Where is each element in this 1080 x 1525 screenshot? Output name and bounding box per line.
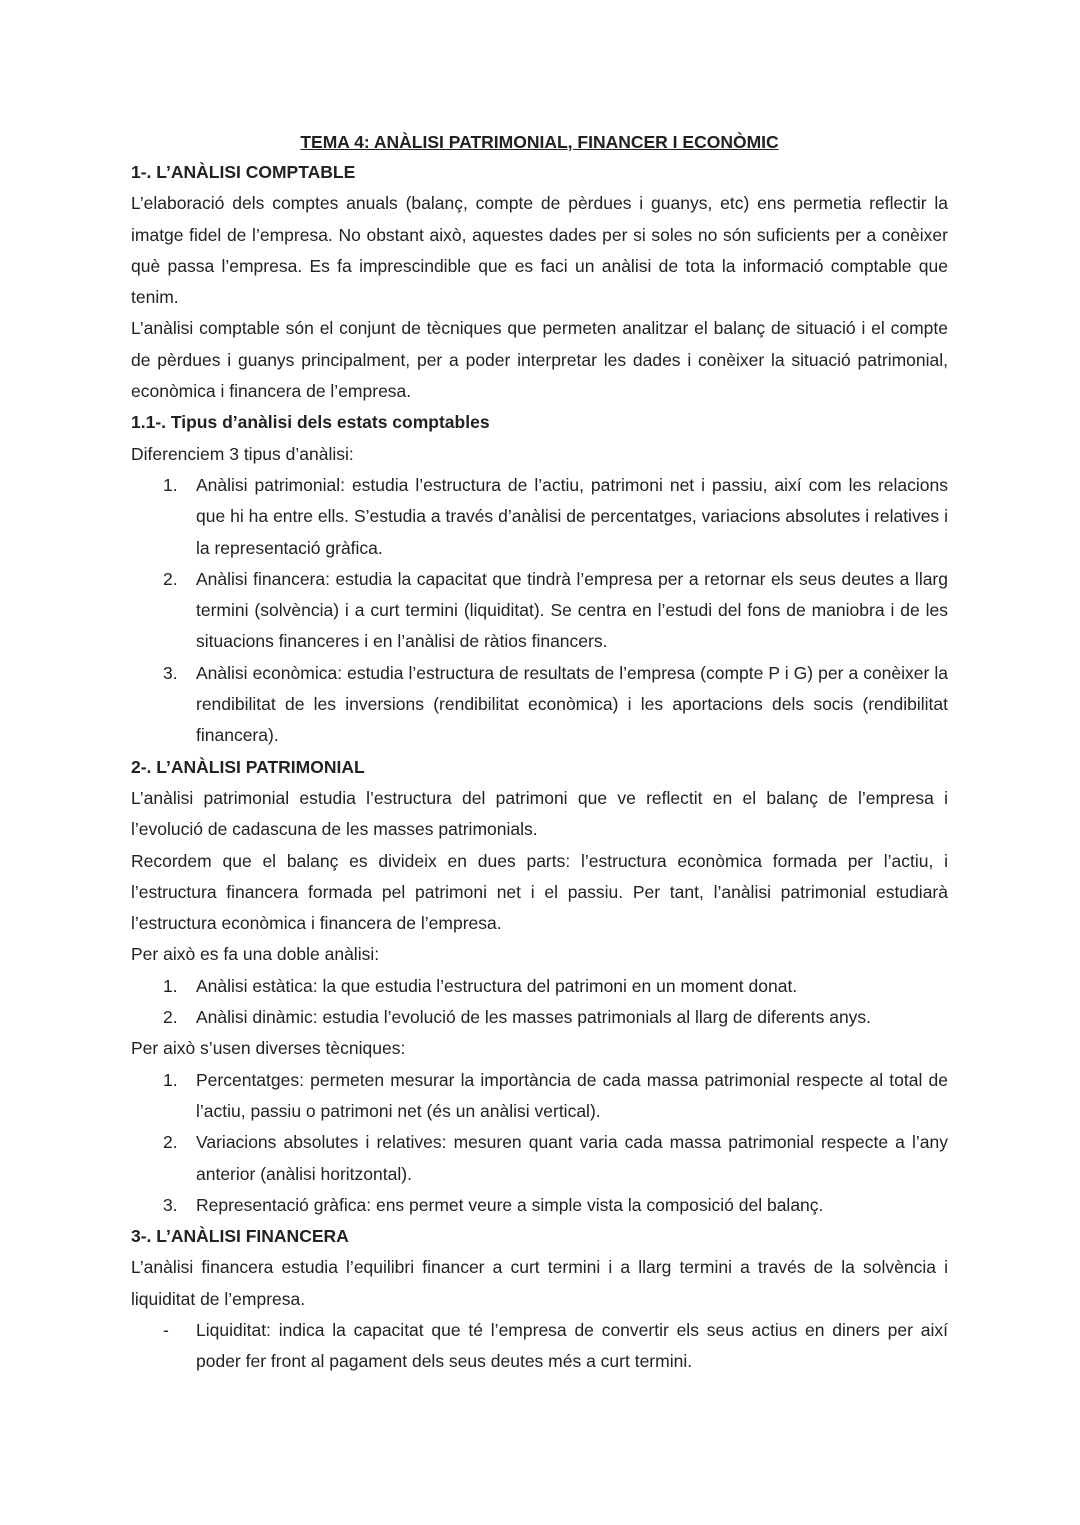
section-2-paragraph-1: L’anàlisi patrimonial estudia l’estructura del patrimoni que ve reflectit en el balanç de l’empresa i l’evolució de cadascuna de les masses patrimonials. (131, 787, 948, 840)
section-1-heading: 1-. L’ANÀLISI COMPTABLE (131, 162, 356, 182)
list-marker: 3. (163, 662, 178, 683)
section-1-paragraph-2: L’anàlisi comptable són el conjunt de tècniques que permeten analitzar el balanç de situació i el compte de pèrdues i guanys principalment, per a poder interpretar les dades i conèixer la situació patrimonial, econòmica i financera de l’empresa. (131, 318, 948, 402)
section-2-paragraph-4: Per això s’usen diverses tècniques: (131, 1038, 406, 1059)
section-3-paragraph-1: L’anàlisi financera estudia l’equilibri financer a curt termini i a llarg termini a través de la solvència i liquiditat de l’empresa. (131, 1257, 948, 1309)
list-item-text: Percentatges: permeten mesurar la importància de cada massa patrimonial respecte al total de l’actiu, passiu o patrimoni net (és un anàlisi vertical). (196, 1069, 948, 1121)
list-item (131, 658, 948, 752)
section-2-paragraph-3: Per això es fa una doble anàlisi: (131, 944, 380, 965)
list-item (131, 1190, 948, 1221)
list-item-text: Anàlisi patrimonial: estudia l’estructura de l’actiu, patrimoni net i passiu, així com les relacions que hi ha entre ells. S’estudia a través d’anàlisi de percentatges, variacions absolutes i relatives i la representació gràfica. (196, 474, 948, 558)
list-item-text: Anàlisi estàtica: la que estudia l’estructura del patrimoni en un moment donat. (196, 975, 798, 996)
list-marker: 1. (163, 1069, 178, 1090)
list-marker: 2. (163, 568, 178, 589)
list-marker: - (163, 1319, 169, 1340)
list-item (131, 1127, 948, 1190)
list-marker: 1. (163, 975, 178, 996)
list-marker: 3. (163, 1194, 178, 1215)
list-item (131, 971, 948, 1002)
list-item-text: Anàlisi dinàmic: estudia l’evolució de les masses patrimonials al llarg de diferents anys. (196, 1007, 872, 1028)
section-2-heading: 2-. L’ANÀLISI PATRIMONIAL (131, 756, 365, 777)
techniques-list (131, 1065, 948, 1221)
double-analysis-list (131, 971, 948, 1034)
list-marker: 2. (163, 1007, 178, 1028)
list-marker: 1. (163, 474, 178, 495)
list-item (131, 470, 948, 564)
list-item-text: Anàlisi econòmica: estudia l’estructura de resultats de l’empresa (compte P i G) per a conèixer la rendibilitat de les inversions (rendibilitat econòmica) i les aportacions dels socis (rendibilitat financera). (196, 662, 948, 746)
list-item-text: Anàlisi financera: estudia la capacitat que tindrà l’empresa per a retornar els seus deutes a llarg termini (solvència) i a curt termini (liquiditat). Se centra en l’estudi del fons de maniobra i de les situacions financeres i en l’anàlisi de ràtios financers. (196, 568, 948, 652)
list-marker: 2. (163, 1132, 178, 1153)
section-3-heading: 3-. L’ANÀLISI FINANCERA (131, 1226, 349, 1247)
section-1-1-heading: 1.1-. Tipus d’anàlisi dels estats comptables (131, 412, 490, 433)
list-item (131, 1002, 948, 1033)
section-1-paragraph-1: L’elaboració dels comptes anuals (balanç, compte de pèrdues i guanys, etc) ens permetia reflectir la imatge fidel de l’empresa. No obstant això, aquestes dades per si soles no són suficients per a conèixer què passa l’empresa. Es fa imprescindible que es faci un anàlisi de tota la informació comptable que tenim. (131, 193, 948, 308)
list-item (131, 1065, 948, 1128)
list-item (131, 564, 948, 658)
section-1-1-intro: Diferenciem 3 tipus d’anàlisi: (131, 443, 354, 464)
document-title: TEMA 4: ANÀLISI PATRIMONIAL, FINANCER I ECONÒMIC (300, 132, 779, 152)
analysis-types-list (131, 470, 948, 752)
list-item-text: Liquiditat: indica la capacitat que té l’empresa de convertir els seus actius en diners per així poder fer front al pagament dels seus deutes més a curt termini. (196, 1319, 948, 1372)
section-2-paragraph-2: Recordem que el balanç es divideix en dues parts: l’estructura econòmica formada per l’actiu, i l’estructura financera formada pel patrimoni net i el passiu. Per tant, l’anàlisi patrimonial estudiarà l’estructura econòmica i financera de l’empresa. (131, 850, 948, 934)
financial-concepts-list (131, 1315, 948, 1378)
list-item (131, 1315, 948, 1378)
list-item-text: Representació gràfica: ens permet veure a simple vista la composició del balanç. (196, 1194, 824, 1215)
list-item-text: Variacions absolutes i relatives: mesuren quant varia cada massa patrimonial respecte a l’any anterior (anàlisi horitzontal). (196, 1132, 948, 1184)
